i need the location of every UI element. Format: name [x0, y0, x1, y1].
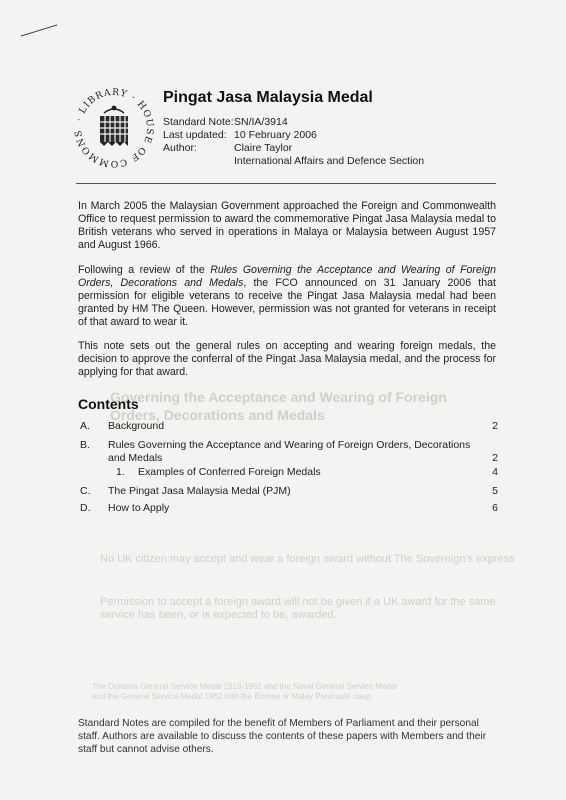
summary-paragraph-3: This note sets out the general rules on accepting and wearing foreign medals, the decision to approve the conferral of the Pingat Jasa Malaysia medal, and the process for applying for that award. [78, 340, 496, 378]
bleed-through-text: and the General Service Medal 1962 with the Borneo or Malay Peninsula clasp [92, 692, 372, 701]
bleed-through-text: Governing the Acceptance and Wearing of Foreign [110, 389, 447, 405]
bleed-through-text: The Oceania General Service Medal 1918-1962 and the Naval General Service Medal [92, 682, 398, 691]
section-value: International Affairs and Defence Section [234, 155, 425, 167]
summary-paragraph-2: Following a review of the Rules Governing the Acceptance and Wearing of Foreign Orders, Decorations and Medals, the FCO announced on 31 January 2006 that permission for eligible veterans to receive the Pingat Jasa Malaysia medal had been granted by HM The Queen. However, permission was not granted for veterans in receipt of that award to wear it. [78, 264, 496, 328]
bleed-through-text: Orders, Decorations and Medals [110, 407, 325, 423]
house-of-commons-library-crest [70, 84, 158, 172]
bleed-through-text: service has been, or is expected to be, awarded. [100, 609, 337, 621]
author-label: Author: [163, 142, 197, 154]
summary-paragraph-1: In March 2005 the Malaysian Government approached the Foreign and Commonwealth Office to request permission to award the commemorative Pingat Jasa Malaysia medal to British veterans who served in operations in Malaya or Malaysia between August 1957 and August 1966. [78, 200, 496, 251]
document-title: Pingat Jasa Malaysia Medal [163, 89, 373, 106]
last-updated-label: Last updated: [163, 129, 227, 141]
contents-heading: Contents [78, 396, 139, 412]
bleed-through-text: No UK citizen may accept and wear a foreign award without The Sovereign's express [100, 553, 515, 565]
pen-mark [21, 24, 58, 36]
svg-text:· LIBRARY · HOUSE OF COMMONS: · LIBRARY · HOUSE OF COMMONS [72, 86, 156, 170]
summary-body [78, 200, 496, 391]
standard-note-value: SN/IA/3914 [234, 116, 288, 128]
bleed-through-text: Permission to accept a foreign award will not be given if a UK award for the same [100, 596, 496, 608]
rules-title-italic: Rules Governing the Acceptance and Wearing of Foreign Orders, Decorations and Medals [78, 264, 496, 289]
document-metadata [163, 116, 424, 168]
last-updated-value: 10 February 2006 [234, 129, 317, 141]
header-divider [76, 183, 496, 184]
footer-disclaimer: Standard Notes are compiled for the benefit of Members of Parliament and their personal staff. Authors are available to discuss the contents of these papers with Members and their staff but cannot advise others. [78, 718, 487, 755]
document-page: · LIBRARY · HOUSE OF COMMONS Pingat Jasa Malaysia Medal Standard Note: SN/IA/3914 Last updated: 10 February 2006 Author: Claire Taylor International Affairs and Defence Section In March 2005 the Malaysian Government approached the Foreign and Commonwealth Office to request permission to award the commemorative Pingat Jasa Malaysia medal to British veterans who served in operations in Malaya or Malaysia between August 1957 and August 1966. Following a review of the Rules Governing the Acceptance and Wearing of Foreign Orders, Decorations and Medals, the FCO announced on 31 January 2006 that permission for eligible veterans to receive the Pingat Jasa Malaysia medal had been granted by HM The Queen. However, permission was not granted for veterans in receipt of that award to wear it. This note sets out the general rules on accepting and wearing foreign medals, the decision to approve the conferral of the Pingat Jasa Malaysia medal, and the process for applying for that award. Governing the Acceptance and Wearing of Foreign Orders, Decorations and Medals No UK citizen may accept and wear a foreign award without The Sovereign's express Permission to accept a foreign award will not be given if a UK award for the same service has been, or is expected to be, awarded. The Oceania General Service Medal 1918-1962 and the Naval General Service Medal and the General Service Medal 1962 with the Borneo or Malay Peninsula clasp Contents A. Background 2 B. Rules Governing the Acceptance and Wearing of Foreign Orders, Decorations and Medals 2 1. Examples of Conferred Foreign Medals 4 C. The Pingat Jasa Malaysia Medal (PJM) 5 D. How to Apply 6 Standard Notes are compiled for the benefit of Members of Parliament and their personal staff. Authors are available to discuss the contents of these papers with Members and their staff but cannot advise others. [0, 0, 566, 800]
author-value: Claire Taylor [234, 142, 293, 154]
standard-note-label: Standard Note: [163, 116, 234, 128]
